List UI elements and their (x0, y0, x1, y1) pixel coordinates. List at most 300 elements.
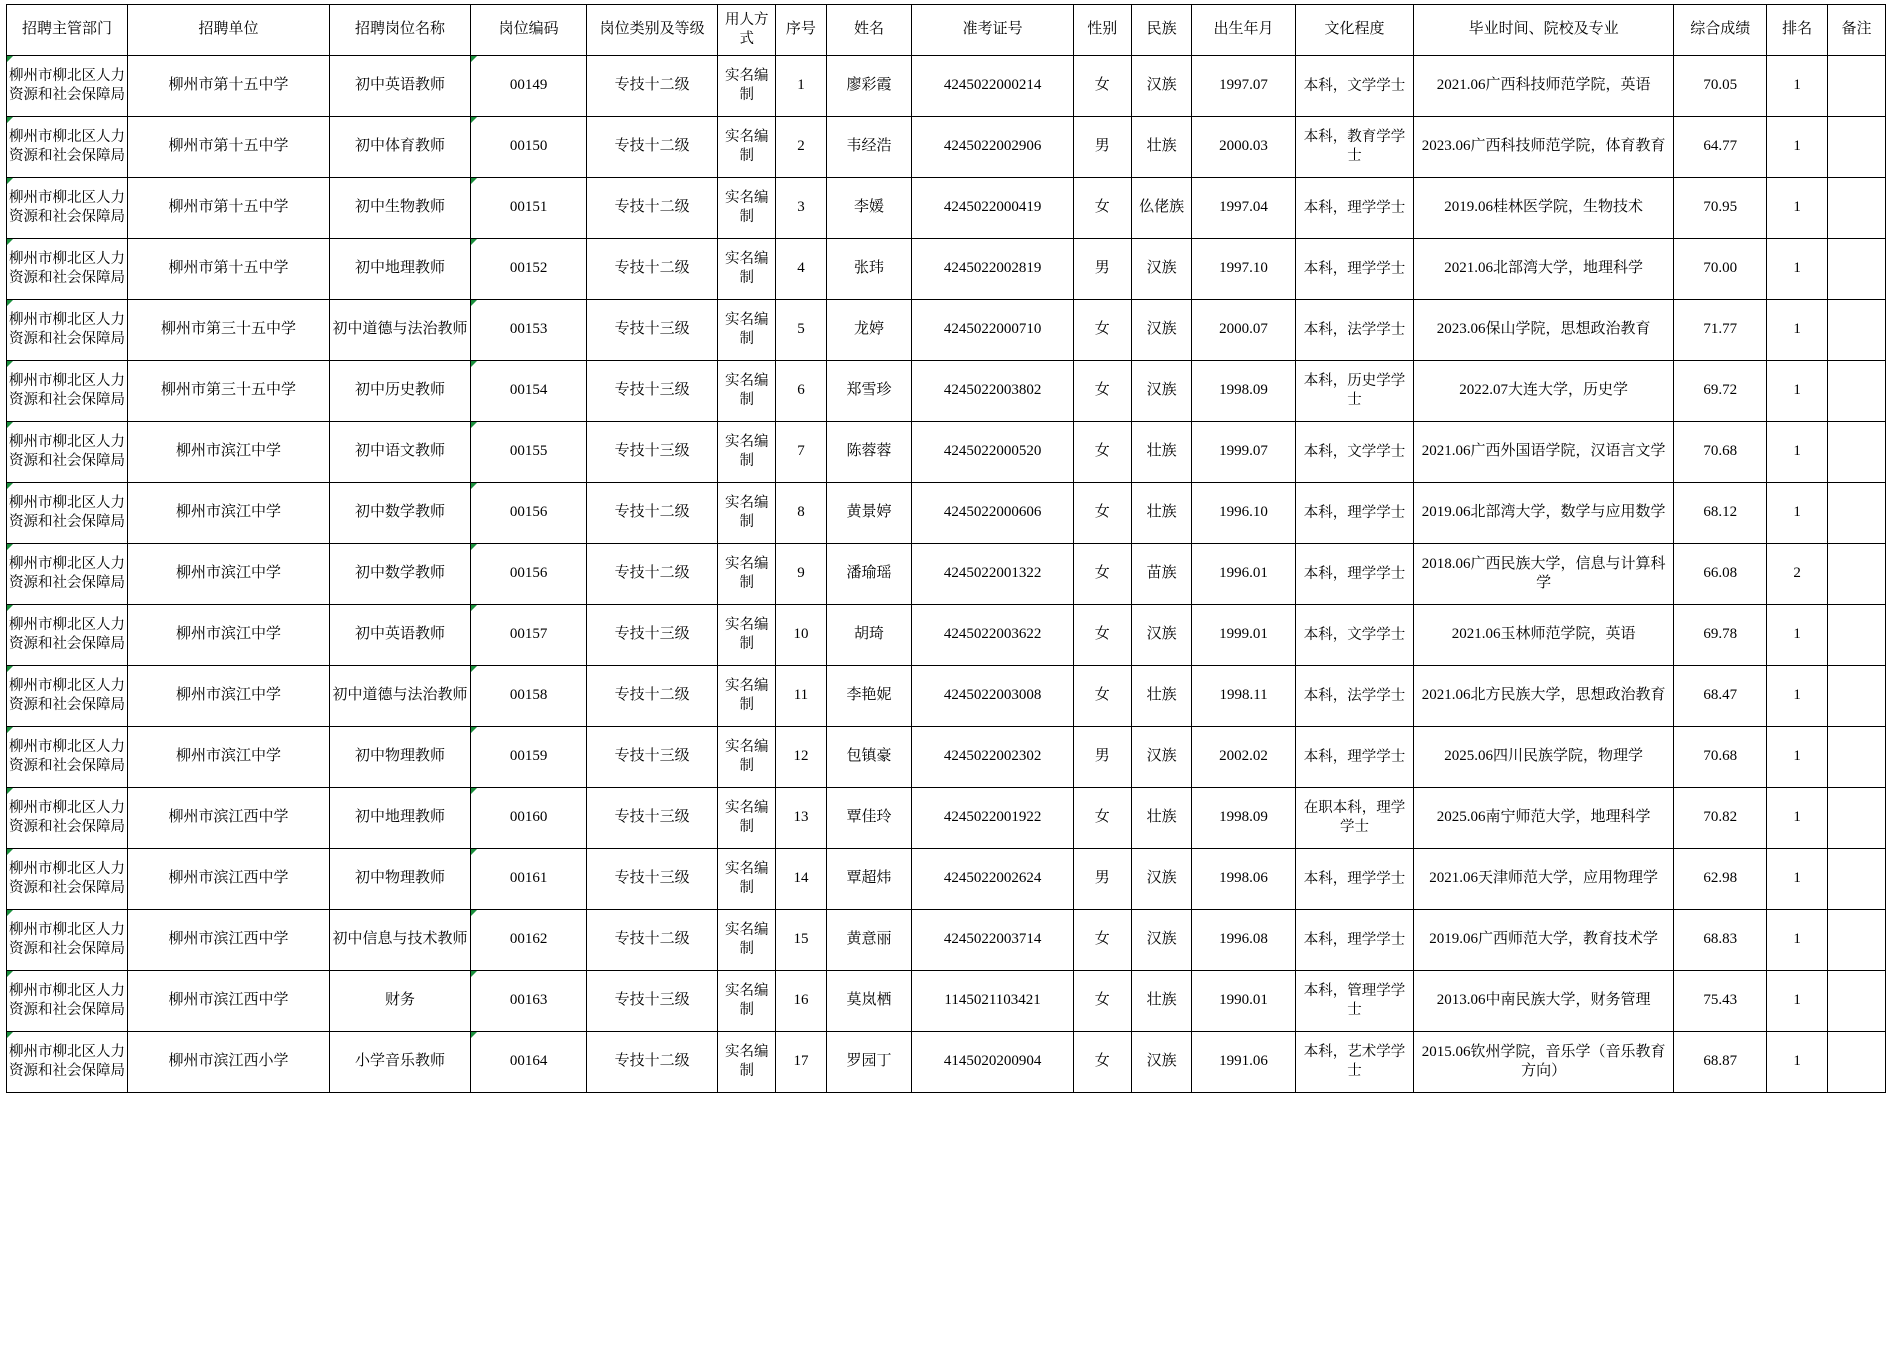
cell-rank: 1 (1767, 788, 1828, 849)
cell-sex: 女 (1073, 1032, 1131, 1093)
cell-dept: 柳州市柳北区人力资源和社会保障局 (7, 239, 128, 300)
cell-sex: 女 (1073, 300, 1131, 361)
cell-post: 初中道德与法治教师 (329, 666, 470, 727)
cell-sex: 男 (1073, 727, 1131, 788)
cell-birth: 1991.06 (1192, 1032, 1295, 1093)
cell-score: 69.72 (1674, 361, 1767, 422)
cell-dept: 柳州市柳北区人力资源和社会保障局 (7, 300, 128, 361)
cell-remark (1827, 361, 1885, 422)
cell-cat: 专技十三级 (587, 849, 718, 910)
cell-cat: 专技十二级 (587, 1032, 718, 1093)
table-row (7, 727, 1886, 788)
cell-birth: 1997.07 (1192, 56, 1295, 117)
cell-rank: 1 (1767, 605, 1828, 666)
cell-dept: 柳州市柳北区人力资源和社会保障局 (7, 971, 128, 1032)
cell-emp: 实名编制 (718, 788, 776, 849)
cell-remark (1827, 788, 1885, 849)
cell-eth: 汉族 (1131, 300, 1192, 361)
cell-code: 00152 (471, 239, 587, 300)
cell-dept: 柳州市柳北区人力资源和社会保障局 (7, 788, 128, 849)
cell-edu: 本科，文学学士 (1295, 56, 1414, 117)
cell-post: 初中语文教师 (329, 422, 470, 483)
cell-exam: 4245022000214 (912, 56, 1073, 117)
cell-dept: 柳州市柳北区人力资源和社会保障局 (7, 849, 128, 910)
cell-emp: 实名编制 (718, 971, 776, 1032)
column-header-post: 招聘岗位名称 (329, 5, 470, 56)
cell-cat: 专技十二级 (587, 56, 718, 117)
cell-remark (1827, 483, 1885, 544)
cell-remark (1827, 605, 1885, 666)
cell-school: 2021.06北部湾大学，地理科学 (1414, 239, 1674, 300)
cell-name: 黄意丽 (826, 910, 912, 971)
cell-edu: 本科，法学学士 (1295, 300, 1414, 361)
cell-remark (1827, 971, 1885, 1032)
cell-post: 财务 (329, 971, 470, 1032)
cell-score: 69.78 (1674, 605, 1767, 666)
cell-eth: 汉族 (1131, 361, 1192, 422)
cell-score: 70.68 (1674, 422, 1767, 483)
cell-eth: 汉族 (1131, 727, 1192, 788)
cell-post: 初中英语教师 (329, 56, 470, 117)
cell-rank: 1 (1767, 422, 1828, 483)
cell-remark (1827, 910, 1885, 971)
cell-name: 廖彩霞 (826, 56, 912, 117)
cell-rank: 1 (1767, 300, 1828, 361)
cell-unit: 柳州市第十五中学 (128, 56, 330, 117)
cell-cat: 专技十二级 (587, 117, 718, 178)
cell-unit: 柳州市第十五中学 (128, 239, 330, 300)
cell-emp: 实名编制 (718, 239, 776, 300)
cell-sex: 男 (1073, 117, 1131, 178)
cell-sex: 女 (1073, 178, 1131, 239)
cell-exam: 4245022002624 (912, 849, 1073, 910)
cell-dept: 柳州市柳北区人力资源和社会保障局 (7, 56, 128, 117)
cell-score: 68.83 (1674, 910, 1767, 971)
cell-birth: 1998.11 (1192, 666, 1295, 727)
cell-idx: 3 (776, 178, 826, 239)
cell-name: 李艳妮 (826, 666, 912, 727)
cell-eth: 仫佬族 (1131, 178, 1192, 239)
cell-cat: 专技十三级 (587, 361, 718, 422)
cell-idx: 10 (776, 605, 826, 666)
column-header-birth: 出生年月 (1192, 5, 1295, 56)
cell-rank: 1 (1767, 56, 1828, 117)
cell-school: 2021.06广西外国语学院，汉语言文学 (1414, 422, 1674, 483)
cell-emp: 实名编制 (718, 605, 776, 666)
cell-exam: 4245022000520 (912, 422, 1073, 483)
cell-sex: 女 (1073, 910, 1131, 971)
cell-unit: 柳州市滨江西中学 (128, 971, 330, 1032)
cell-score: 71.77 (1674, 300, 1767, 361)
cell-dept: 柳州市柳北区人力资源和社会保障局 (7, 117, 128, 178)
cell-unit: 柳州市滨江中学 (128, 666, 330, 727)
cell-edu: 本科，理学学士 (1295, 178, 1414, 239)
cell-school: 2021.06北方民族大学，思想政治教育 (1414, 666, 1674, 727)
table-row (7, 666, 1886, 727)
cell-name: 罗园丁 (826, 1032, 912, 1093)
cell-emp: 实名编制 (718, 727, 776, 788)
cell-school: 2023.06保山学院，思想政治教育 (1414, 300, 1674, 361)
cell-cat: 专技十二级 (587, 483, 718, 544)
cell-code: 00161 (471, 849, 587, 910)
column-header-unit: 招聘单位 (128, 5, 330, 56)
cell-unit: 柳州市滨江中学 (128, 544, 330, 605)
cell-eth: 汉族 (1131, 605, 1192, 666)
cell-exam: 4245022001922 (912, 788, 1073, 849)
cell-school: 2021.06广西科技师范学院，英语 (1414, 56, 1674, 117)
cell-score: 66.08 (1674, 544, 1767, 605)
cell-sex: 男 (1073, 239, 1131, 300)
cell-birth: 1996.01 (1192, 544, 1295, 605)
cell-edu: 本科，法学学士 (1295, 666, 1414, 727)
cell-cat: 专技十二级 (587, 910, 718, 971)
cell-unit: 柳州市滨江西中学 (128, 849, 330, 910)
cell-sex: 女 (1073, 666, 1131, 727)
cell-name: 陈蓉蓉 (826, 422, 912, 483)
cell-eth: 壮族 (1131, 422, 1192, 483)
cell-dept: 柳州市柳北区人力资源和社会保障局 (7, 910, 128, 971)
cell-rank: 1 (1767, 1032, 1828, 1093)
cell-post: 初中数学教师 (329, 544, 470, 605)
cell-edu: 本科，理学学士 (1295, 239, 1414, 300)
cell-dept: 柳州市柳北区人力资源和社会保障局 (7, 422, 128, 483)
cell-cat: 专技十三级 (587, 605, 718, 666)
cell-birth: 1997.10 (1192, 239, 1295, 300)
cell-emp: 实名编制 (718, 422, 776, 483)
cell-name: 郑雪珍 (826, 361, 912, 422)
cell-rank: 1 (1767, 727, 1828, 788)
column-header-exam-number: 准考证号 (912, 5, 1073, 56)
cell-edu: 本科，理学学士 (1295, 727, 1414, 788)
cell-code: 00150 (471, 117, 587, 178)
cell-emp: 实名编制 (718, 483, 776, 544)
cell-unit: 柳州市滨江西中学 (128, 788, 330, 849)
cell-emp: 实名编制 (718, 117, 776, 178)
cell-unit: 柳州市滨江中学 (128, 727, 330, 788)
cell-exam: 4245022002906 (912, 117, 1073, 178)
cell-remark (1827, 849, 1885, 910)
cell-edu: 本科，管理学学士 (1295, 971, 1414, 1032)
cell-rank: 2 (1767, 544, 1828, 605)
cell-score: 68.87 (1674, 1032, 1767, 1093)
cell-remark (1827, 300, 1885, 361)
cell-post: 初中道德与法治教师 (329, 300, 470, 361)
header-row (7, 5, 1886, 56)
column-header-dept: 招聘主管部门 (7, 5, 128, 56)
table-row (7, 239, 1886, 300)
cell-remark (1827, 727, 1885, 788)
cell-code: 00151 (471, 178, 587, 239)
cell-idx: 17 (776, 1032, 826, 1093)
cell-school: 2019.06北部湾大学，数学与应用数学 (1414, 483, 1674, 544)
cell-school: 2025.06南宁师范大学，地理科学 (1414, 788, 1674, 849)
cell-sex: 男 (1073, 849, 1131, 910)
cell-eth: 壮族 (1131, 666, 1192, 727)
cell-emp: 实名编制 (718, 56, 776, 117)
cell-eth: 苗族 (1131, 544, 1192, 605)
cell-cat: 专技十三级 (587, 300, 718, 361)
cell-edu: 本科，理学学士 (1295, 849, 1414, 910)
column-header-rank: 排名 (1767, 5, 1828, 56)
cell-score: 70.68 (1674, 727, 1767, 788)
cell-birth: 1998.09 (1192, 788, 1295, 849)
column-header-score: 综合成绩 (1674, 5, 1767, 56)
cell-eth: 汉族 (1131, 910, 1192, 971)
cell-sex: 女 (1073, 605, 1131, 666)
cell-cat: 专技十二级 (587, 544, 718, 605)
cell-name: 覃佳玲 (826, 788, 912, 849)
cell-post: 小学音乐教师 (329, 1032, 470, 1093)
cell-post: 初中体育教师 (329, 117, 470, 178)
cell-sex: 女 (1073, 483, 1131, 544)
cell-cat: 专技十二级 (587, 666, 718, 727)
column-header-sex: 性别 (1073, 5, 1131, 56)
cell-remark (1827, 544, 1885, 605)
table-body (7, 56, 1886, 1093)
cell-exam: 4245022000419 (912, 178, 1073, 239)
cell-exam: 4245022003714 (912, 910, 1073, 971)
cell-name: 潘瑜瑶 (826, 544, 912, 605)
cell-edu: 本科，艺术学学士 (1295, 1032, 1414, 1093)
cell-emp: 实名编制 (718, 666, 776, 727)
column-header-index: 序号 (776, 5, 826, 56)
cell-sex: 女 (1073, 971, 1131, 1032)
cell-exam: 4245022003802 (912, 361, 1073, 422)
cell-score: 68.12 (1674, 483, 1767, 544)
cell-cat: 专技十二级 (587, 178, 718, 239)
table-row (7, 300, 1886, 361)
cell-rank: 1 (1767, 849, 1828, 910)
cell-idx: 6 (776, 361, 826, 422)
cell-idx: 7 (776, 422, 826, 483)
cell-code: 00157 (471, 605, 587, 666)
cell-edu: 本科，教育学学士 (1295, 117, 1414, 178)
cell-score: 62.98 (1674, 849, 1767, 910)
table-header (7, 5, 1886, 56)
column-header-education: 文化程度 (1295, 5, 1414, 56)
cell-birth: 1999.01 (1192, 605, 1295, 666)
cell-rank: 1 (1767, 971, 1828, 1032)
cell-score: 70.05 (1674, 56, 1767, 117)
cell-unit: 柳州市第三十五中学 (128, 300, 330, 361)
cell-birth: 2000.07 (1192, 300, 1295, 361)
cell-birth: 1997.04 (1192, 178, 1295, 239)
cell-rank: 1 (1767, 666, 1828, 727)
cell-edu: 本科，历史学学士 (1295, 361, 1414, 422)
cell-post: 初中地理教师 (329, 788, 470, 849)
cell-eth: 壮族 (1131, 971, 1192, 1032)
cell-school: 2021.06天津师范大学，应用物理学 (1414, 849, 1674, 910)
cell-school: 2018.06广西民族大学，信息与计算科学 (1414, 544, 1674, 605)
cell-idx: 12 (776, 727, 826, 788)
cell-school: 2023.06广西科技师范学院，体育教育 (1414, 117, 1674, 178)
cell-dept: 柳州市柳北区人力资源和社会保障局 (7, 361, 128, 422)
cell-rank: 1 (1767, 483, 1828, 544)
table-row (7, 788, 1886, 849)
cell-cat: 专技十三级 (587, 422, 718, 483)
cell-exam: 1145021103421 (912, 971, 1073, 1032)
table-row (7, 605, 1886, 666)
table-row (7, 56, 1886, 117)
cell-eth: 汉族 (1131, 849, 1192, 910)
cell-dept: 柳州市柳北区人力资源和社会保障局 (7, 727, 128, 788)
cell-school: 2021.06玉林师范学院，英语 (1414, 605, 1674, 666)
cell-exam: 4145020200904 (912, 1032, 1073, 1093)
cell-post: 初中物理教师 (329, 727, 470, 788)
cell-emp: 实名编制 (718, 544, 776, 605)
cell-score: 75.43 (1674, 971, 1767, 1032)
cell-cat: 专技十三级 (587, 788, 718, 849)
cell-unit: 柳州市滨江中学 (128, 483, 330, 544)
cell-code: 00160 (471, 788, 587, 849)
cell-emp: 实名编制 (718, 1032, 776, 1093)
cell-eth: 壮族 (1131, 117, 1192, 178)
cell-score: 68.47 (1674, 666, 1767, 727)
cell-eth: 壮族 (1131, 483, 1192, 544)
cell-rank: 1 (1767, 910, 1828, 971)
cell-rank: 1 (1767, 361, 1828, 422)
cell-exam: 4245022003008 (912, 666, 1073, 727)
column-header-code: 岗位编码 (471, 5, 587, 56)
cell-edu: 在职本科，理学学士 (1295, 788, 1414, 849)
cell-school: 2022.07大连大学，历史学 (1414, 361, 1674, 422)
cell-school: 2025.06四川民族学院，物理学 (1414, 727, 1674, 788)
cell-unit: 柳州市滨江中学 (128, 605, 330, 666)
table-row (7, 117, 1886, 178)
cell-school: 2019.06桂林医学院，生物技术 (1414, 178, 1674, 239)
cell-eth: 壮族 (1131, 788, 1192, 849)
cell-birth: 2002.02 (1192, 727, 1295, 788)
cell-dept: 柳州市柳北区人力资源和社会保障局 (7, 544, 128, 605)
table-row (7, 544, 1886, 605)
cell-edu: 本科，理学学士 (1295, 910, 1414, 971)
cell-code: 00158 (471, 666, 587, 727)
cell-unit: 柳州市第三十五中学 (128, 361, 330, 422)
cell-emp: 实名编制 (718, 178, 776, 239)
cell-rank: 1 (1767, 178, 1828, 239)
cell-edu: 本科，理学学士 (1295, 483, 1414, 544)
cell-exam: 4245022003622 (912, 605, 1073, 666)
cell-sex: 女 (1073, 56, 1131, 117)
cell-school: 2013.06中南民族大学，财务管理 (1414, 971, 1674, 1032)
cell-exam: 4245022002302 (912, 727, 1073, 788)
cell-name: 覃超炜 (826, 849, 912, 910)
cell-exam: 4245022000710 (912, 300, 1073, 361)
table-row (7, 849, 1886, 910)
cell-remark (1827, 239, 1885, 300)
column-header-school: 毕业时间、院校及专业 (1414, 5, 1674, 56)
cell-idx: 1 (776, 56, 826, 117)
cell-unit: 柳州市第十五中学 (128, 117, 330, 178)
cell-score: 70.00 (1674, 239, 1767, 300)
cell-code: 00156 (471, 483, 587, 544)
cell-emp: 实名编制 (718, 300, 776, 361)
cell-code: 00153 (471, 300, 587, 361)
cell-name: 胡琦 (826, 605, 912, 666)
cell-code: 00159 (471, 727, 587, 788)
table-row (7, 910, 1886, 971)
cell-rank: 1 (1767, 239, 1828, 300)
table-row (7, 422, 1886, 483)
cell-birth: 1996.08 (1192, 910, 1295, 971)
cell-emp: 实名编制 (718, 910, 776, 971)
column-header-remark: 备注 (1827, 5, 1885, 56)
cell-school: 2019.06广西师范大学，教育技术学 (1414, 910, 1674, 971)
cell-idx: 11 (776, 666, 826, 727)
cell-dept: 柳州市柳北区人力资源和社会保障局 (7, 483, 128, 544)
cell-unit: 柳州市滨江中学 (128, 422, 330, 483)
cell-score: 70.95 (1674, 178, 1767, 239)
cell-idx: 4 (776, 239, 826, 300)
cell-score: 64.77 (1674, 117, 1767, 178)
cell-emp: 实名编制 (718, 849, 776, 910)
cell-code: 00163 (471, 971, 587, 1032)
cell-name: 张玮 (826, 239, 912, 300)
cell-code: 00164 (471, 1032, 587, 1093)
cell-school: 2015.06钦州学院，音乐学（音乐教育方向） (1414, 1032, 1674, 1093)
cell-eth: 汉族 (1131, 56, 1192, 117)
cell-birth: 1996.10 (1192, 483, 1295, 544)
cell-code: 00154 (471, 361, 587, 422)
cell-cat: 专技十三级 (587, 727, 718, 788)
cell-code: 00149 (471, 56, 587, 117)
column-header-name: 姓名 (826, 5, 912, 56)
cell-post: 初中历史教师 (329, 361, 470, 422)
cell-idx: 15 (776, 910, 826, 971)
cell-dept: 柳州市柳北区人力资源和社会保障局 (7, 605, 128, 666)
cell-remark (1827, 666, 1885, 727)
cell-idx: 5 (776, 300, 826, 361)
cell-unit: 柳州市滨江西中学 (128, 910, 330, 971)
cell-edu: 本科，文学学士 (1295, 422, 1414, 483)
column-header-category: 岗位类别及等级 (587, 5, 718, 56)
cell-code: 00156 (471, 544, 587, 605)
recruitment-results-table (6, 4, 1886, 1093)
column-header-employment: 用人方式 (718, 5, 776, 56)
cell-idx: 8 (776, 483, 826, 544)
cell-name: 韦经浩 (826, 117, 912, 178)
cell-cat: 专技十三级 (587, 971, 718, 1032)
cell-eth: 汉族 (1131, 1032, 1192, 1093)
cell-eth: 汉族 (1131, 239, 1192, 300)
cell-idx: 16 (776, 971, 826, 1032)
cell-birth: 1999.07 (1192, 422, 1295, 483)
cell-sex: 女 (1073, 361, 1131, 422)
cell-sex: 女 (1073, 544, 1131, 605)
cell-idx: 13 (776, 788, 826, 849)
cell-idx: 2 (776, 117, 826, 178)
table-row (7, 483, 1886, 544)
cell-code: 00162 (471, 910, 587, 971)
cell-birth: 1998.06 (1192, 849, 1295, 910)
cell-dept: 柳州市柳北区人力资源和社会保障局 (7, 178, 128, 239)
cell-sex: 女 (1073, 422, 1131, 483)
cell-post: 初中生物教师 (329, 178, 470, 239)
cell-post: 初中英语教师 (329, 605, 470, 666)
cell-remark (1827, 56, 1885, 117)
cell-unit: 柳州市滨江西小学 (128, 1032, 330, 1093)
cell-exam: 4245022000606 (912, 483, 1073, 544)
cell-score: 70.82 (1674, 788, 1767, 849)
cell-name: 莫岚栖 (826, 971, 912, 1032)
cell-remark (1827, 422, 1885, 483)
cell-rank: 1 (1767, 117, 1828, 178)
cell-idx: 14 (776, 849, 826, 910)
cell-remark (1827, 1032, 1885, 1093)
table-row (7, 178, 1886, 239)
cell-emp: 实名编制 (718, 361, 776, 422)
cell-exam: 4245022002819 (912, 239, 1073, 300)
